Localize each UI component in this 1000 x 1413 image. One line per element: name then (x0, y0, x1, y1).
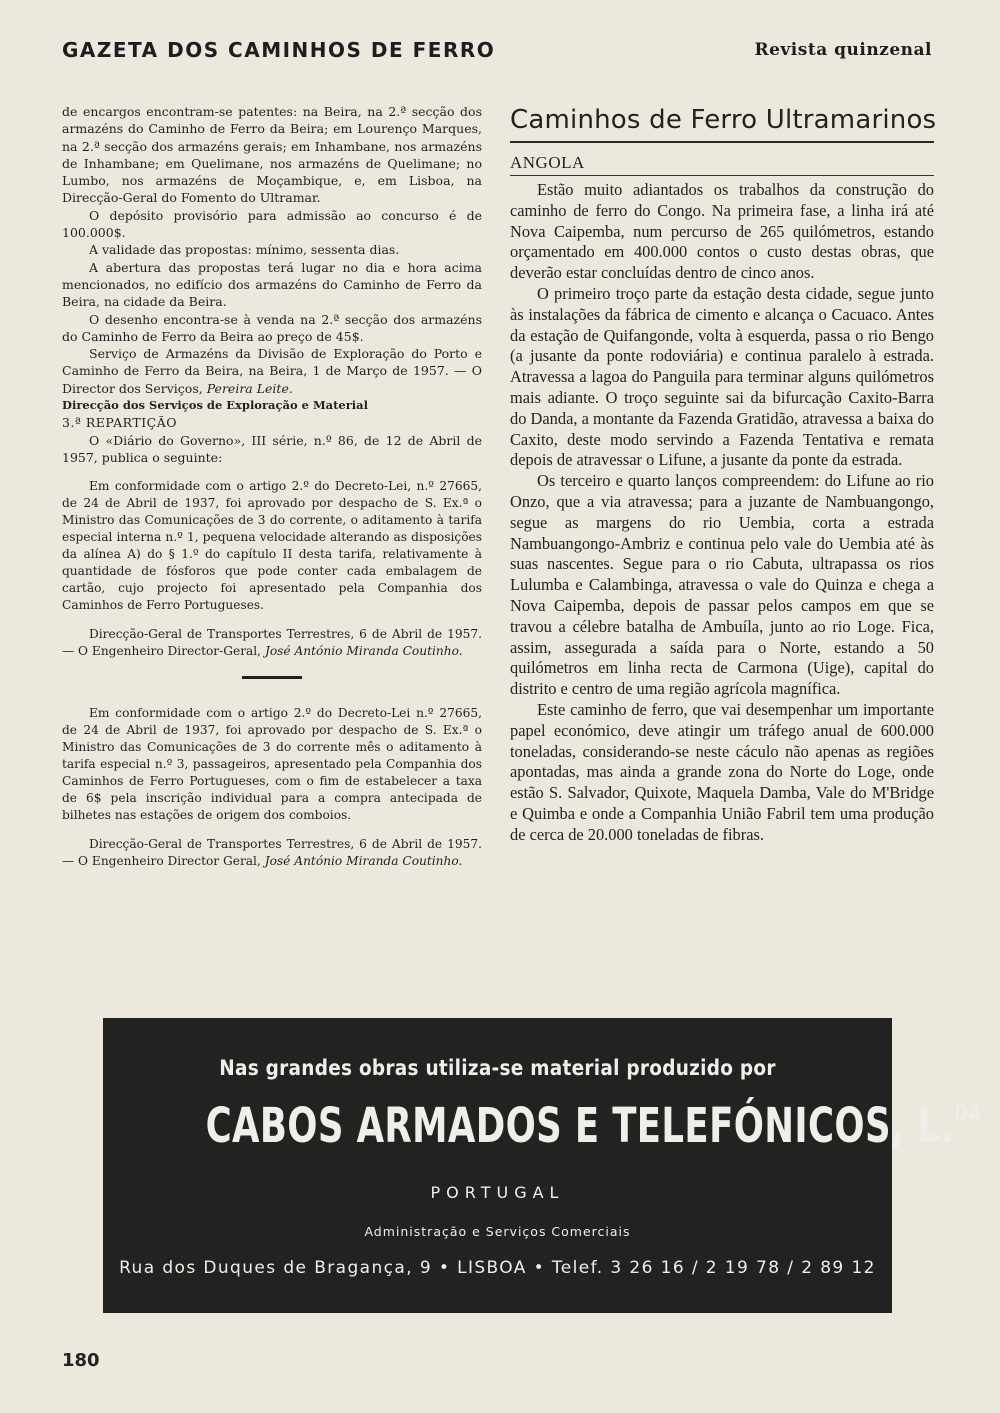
paragraph: A abertura das propostas terá lugar no dia e hora acima mencionados, no edifício dos armazéns do Caminho de Ferro da Beira, na cidade da Beira. (62, 259, 482, 310)
paragraph: Este caminho de ferro, que vai desempenhar um importante papel económico, deve atingir um tráfego anual de 600.000 toneladas, considerando-se neste cáculo não apenas as regiões apontadas, mas ainda a grande zona do Norte do Loge, onde estão S. Salvador, Quixote, Maquela Damba, Vale do M'Bridge e Quimba e onde a Companhia União Fabril tem uma produção de cerca de 20.000 toneladas de fibras. (510, 699, 934, 844)
paragraph: de encargos encontram-se patentes: na Beira, na 2.ª secção dos armazéns do Caminho de Ferro da Beira; em Lourenço Marques, na 2.ª secção dos armazéns gerais; em Inhambane, nos armazéns de Inhambane; em Quelimane, nos armazéns de Quelimane; no Lumbo, nos armazéns de Moçambique, e, em Lisboa, na Direcção-Geral do Fomento do Ultramar. (62, 104, 482, 206)
right-column (510, 103, 937, 846)
ad-country: PORTUGAL (430, 1183, 565, 1202)
ad-admin: Administração e Serviços Comerciais (364, 1224, 631, 1239)
paragraph: Os terceiro e quarto lanços compreendem: do Lifune ao rio Onzo, que a via atravessa; para a juzante de Nambuangongo, segue as margens do rio Uembia, corta a estrada Nambuangongo-Ambriz e continua pelo vale do Uembia até às suas nascentes. Segue para o rio Cabuta, ultrapassa os rios Lulumba e Calambinga, atravessa o vale do Quinza e chega a Nova Caipemba, depois de passar pelos campos em que se travou a célebre batalha de Ambuíla, junto ao rio Loge. Fica, assim, assegurada a saída para o Norte, estando a 50 quilómetros em linha recta de Carmona (Uige), capital do distrito e centro de uma região agrícola magnífica. (510, 471, 934, 699)
signoff-name: José António Miranda Coutinho. (264, 854, 463, 869)
paragraph: O desenho encontra-se à venda na 2.ª secção dos armazéns do Caminho de Ferro da Beira ao preço de 45$. (62, 311, 482, 344)
service-line: Serviço de Armazéns da Divisão de Exploração do Porto e Caminho de Ferro da Beira, na Beira, 1 de Março de 1957. — O Director dos Serviços, (62, 346, 482, 396)
ad-intro: Nas grandes obras utiliza-se material produzido por (219, 1056, 776, 1080)
paragraph: O primeiro troço parte da estação desta cidade, segue junto às instalações da fábrica de cimento e alcança o Cacuaco. Antes da estação de Quifangonde, volta à esquerda, passa o rio Bengo (a jusante da ponte rodoviária) e continua paralelo à estrada. Atravessa a lagoa do Panguila para terminar alguns quilómetros mais adiante. O troço seguinte sai da bifurcação Caxito-Barra do Danda, a montante da Fazenda Gratidão, atravessa a baixa do Caxito, deste modo servindo a Fazenda Tentativa e remata depois de atravessar o Lifune, a jusante da ponte da estrada. (510, 283, 934, 470)
signoff-text: Direcção-Geral de Transportes Terrestres, 6 de Abril de 1957. — O Engenheiro Director Geral, (62, 837, 482, 869)
publication-frequency: Revista quinzenal (754, 40, 932, 60)
service-signoff (62, 345, 482, 397)
department-heading: Direcção dos Serviços de Exploração e Material (62, 398, 368, 413)
advertisement (103, 1018, 982, 1313)
paragraph: A validade das propostas: mínimo, sessenta dias. (89, 242, 400, 258)
paragraph: O depósito provisório para admissão ao concurso é de 100.000$. (62, 207, 482, 241)
decree-2-signoff (62, 836, 482, 870)
paragraph: Estão muito adiantados os trabalhos da construção do caminho de ferro do Congo. Na primeira fase, a linha irá até Nova Caipemba, num percurso de 265 quilómetros, estando orçamentado em 400.000 contos o custo destas obras, que deverão estar concluídas dentro de cinco anos. (510, 180, 934, 283)
decree-1-signoff (62, 626, 482, 660)
service-signature: Pereira Leite. (206, 380, 293, 396)
ad-address: Rua dos Duques de Bragança, 9 • LISBOA • Telef. 3 26 16 / 2 19 78 / 2 89 12 (119, 1258, 876, 1278)
ad-company-name (205, 1098, 982, 1154)
subsection-heading: ANGOLA (510, 153, 934, 176)
signoff-text: Direcção-Geral de Transportes Terrestres, 6 de Abril de 1957. — O Engenheiro Director-Geral, (62, 627, 482, 659)
signoff-name: José António Miranda Coutinho. (264, 644, 463, 659)
diario-intro: O «Diário do Governo», III série, n.º 86, de 12 de Abril de 1957, publica o seguinte: (62, 432, 482, 465)
page-number: 180 (62, 1350, 100, 1371)
company-suffix: DA (954, 1102, 982, 1127)
decree-2: Em conformidade com o artigo 2.º do Decreto-Lei n.º 27665, de 24 de Abril de 1937, foi aprovado por despacho de S. Ex.ª o Ministro das Comunicações de 3 do corrente mês o aditamento à tarifa especial n.º 3, passageiros, apresentado pela Companhia dos Caminhos de Ferro Portugueses, com o fim de estabelecer a taxa de 6$ pela inscrição individual para a compra antecipada de bilhetes nas estações de origem dos comboios. (62, 706, 482, 823)
left-column (62, 103, 482, 870)
decree-1: Em conformidade com o artigo 2.º do Decreto-Lei, n.º 27665, de 24 de Abril de 1937, foi aprovado por despacho de S. Ex.ª o Ministro das Comunicações de 3 do corrente, o aditamento à tarifa especial interna n.º 1, pequena velocidade alterando as disposições da alínea A) do § 1.º do capítulo II desta tarifa, relativamente à quantidade de fósforos que pode conter cada embalagem de cartão, cujo projecto foi apresentado pela Companhia dos Caminhos de Ferro Portugueses. (62, 479, 482, 613)
company-name: CABOS ARMADOS E TELEFÓNICOS, L. (205, 1098, 955, 1154)
article-title: Caminhos de Ferro Ultramarinos (510, 103, 934, 143)
divider-rule (242, 676, 302, 679)
publication-title: GAZETA DOS CAMINHOS DE FERRO (62, 38, 496, 62)
repartition-heading: 3.ª REPARTIÇÃO (62, 415, 177, 431)
